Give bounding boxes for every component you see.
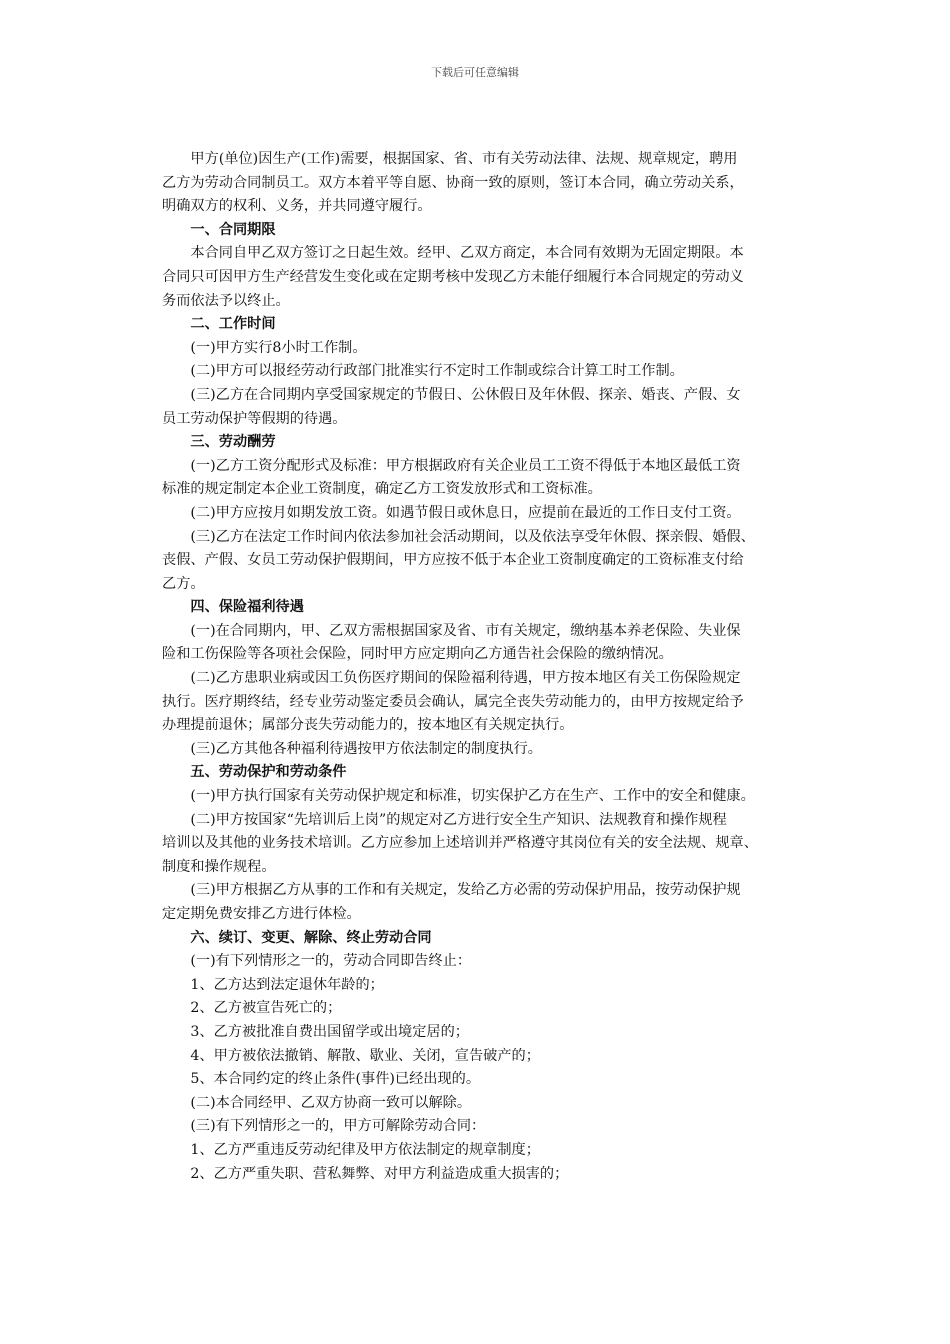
text-line: 4、甲方被依法撤销、解散、歇业、关闭，宣告破产的；: [162, 1047, 540, 1064]
text-line: 1、乙方达到法定退休年龄的；: [162, 976, 384, 993]
text-line: 5、本合同约定的终止条件(事件)已经出现的。: [162, 1071, 481, 1088]
text-line: (三)乙方在法定工作时间内依法参加社会活动期间，以及依法享受年休假、探亲假、婚假、: [162, 528, 755, 545]
section-heading: 四、保险福利待遇: [162, 599, 304, 616]
text-line: (三)甲方根据乙方从事的工作和有关规定，发给乙方必需的劳动保护用品，按劳动保护规: [162, 882, 741, 899]
page-header-note: 下载后可任意编辑: [431, 66, 519, 79]
text-line: 员工劳动保护等假期的待遇。: [162, 410, 347, 427]
section-heading: 二、工作时间: [162, 316, 276, 333]
text-line: 3、乙方被批准自费出国留学或出境定居的；: [162, 1023, 469, 1040]
section-heading: 三、劳动酬劳: [162, 434, 276, 451]
text-line: (一)在合同期内，甲、乙双方需根据国家及省、市有关规定，缴纳基本养老保险、失业保: [162, 622, 741, 639]
text-line: (三)有下列情形之一的，甲方可解除劳动合同：: [162, 1118, 486, 1135]
text-line: (二)甲方按国家“先培训后上岗”的规定对乙方进行安全生产知识、法规教育和操作规程: [162, 811, 727, 828]
text-line: (二)本合同经甲、乙双方协商一致可以解除。: [162, 1094, 472, 1111]
text-line: 甲方(单位)因生产(工作)需要，根据国家、省、市有关劳动法律、法规、规章规定，聘用: [162, 151, 738, 167]
text-line: 乙方。: [162, 575, 205, 592]
text-line: 务而依法予以终止。: [162, 292, 290, 309]
section-heading: 一、合同期限: [162, 221, 276, 238]
text-line: 标准的规定制定本企业工资制度，确定乙方工资发放形式和工资标准。: [162, 481, 602, 498]
text-line: 明确双方的权利、义务，并共同遵守履行。: [162, 198, 432, 215]
text-line: 本合同自甲乙双方签订之日起生效。经甲、乙双方商定，本合同有效期为无固定期限。本: [162, 245, 744, 262]
text-line: (二)甲方可以报经劳动行政部门批准实行不定时工作制或综合计算工时工作制。: [162, 363, 684, 380]
text-line: 办理提前退休；属部分丧失劳动能力的，按本地区有关规定执行。: [162, 717, 574, 734]
text-line: 制度和操作规程。: [162, 858, 276, 875]
text-line: (一)有下列情形之一的，劳动合同即告终止：: [162, 953, 472, 970]
text-line: 合同只可因甲方生产经营发生变化或在定期考核中发现乙方未能仔细履行本合同规定的劳动义: [162, 268, 744, 285]
text-line: 培训以及其他的业务技术培训。乙方应参加上述培训并严格遵守其岗位有关的安全法规、规章、: [162, 835, 758, 852]
text-line: (一)甲方实行8小时工作制。: [162, 339, 367, 356]
text-line: 执行。医疗期终结，经专业劳动鉴定委员会确认，属完全丧失劳动能力的，由甲方按规定给予: [162, 693, 744, 710]
text-line: (二)乙方患职业病或因工负伤医疗期间的保险福利待遇，甲方按本地区有关工伤保险规定: [162, 670, 741, 687]
text-line: (三)乙方其他各种福利待遇按甲方依法制定的制度执行。: [162, 740, 542, 757]
text-line: (一)甲方执行国家有关劳动保护规定和标准，切实保护乙方在生产、工作中的安全和健康。: [162, 788, 755, 805]
text-line: 2、乙方被宣告死亡的；: [162, 1000, 342, 1017]
text-line: (二)甲方应按月如期发放工资。如遇节假日或休息日，应提前在最近的工作日支付工资。: [162, 504, 741, 521]
text-line: 1、乙方严重违反劳动纪律及甲方依法制定的规章制度；: [162, 1141, 540, 1158]
section-heading: 六、续订、变更、解除、终止劳动合同: [162, 929, 432, 946]
text-line: (三)乙方在合同期内享受国家规定的节假日、公休假日及年休假、探亲、婚丧、产假、女: [162, 386, 741, 403]
text-line: 2、乙方严重失职、营私舞弊、对甲方利益造成重大损害的；: [162, 1165, 569, 1182]
text-line: 定定期免费安排乙方进行体检。: [162, 906, 361, 922]
text-line: 险和工伤保险等各项社会保险，同时甲方应定期向乙方通告社会保险的缴纳情况。: [162, 646, 673, 663]
text-line: (一)乙方工资分配形式及标准：甲方根据政府有关企业员工工资不得低于本地区最低工资: [162, 457, 741, 474]
section-heading: 五、劳动保护和劳动条件: [162, 764, 347, 781]
text-line: 丧假、产假、女员工劳动保护假期间，甲方应按不低于本企业工资制度确定的工资标准支付给: [162, 552, 744, 569]
contract-body: [162, 148, 822, 1186]
text-line: 乙方为劳动合同制员工。双方本着平等自愿、协商一致的原则，签订本合同，确立劳动关系，: [162, 174, 744, 191]
